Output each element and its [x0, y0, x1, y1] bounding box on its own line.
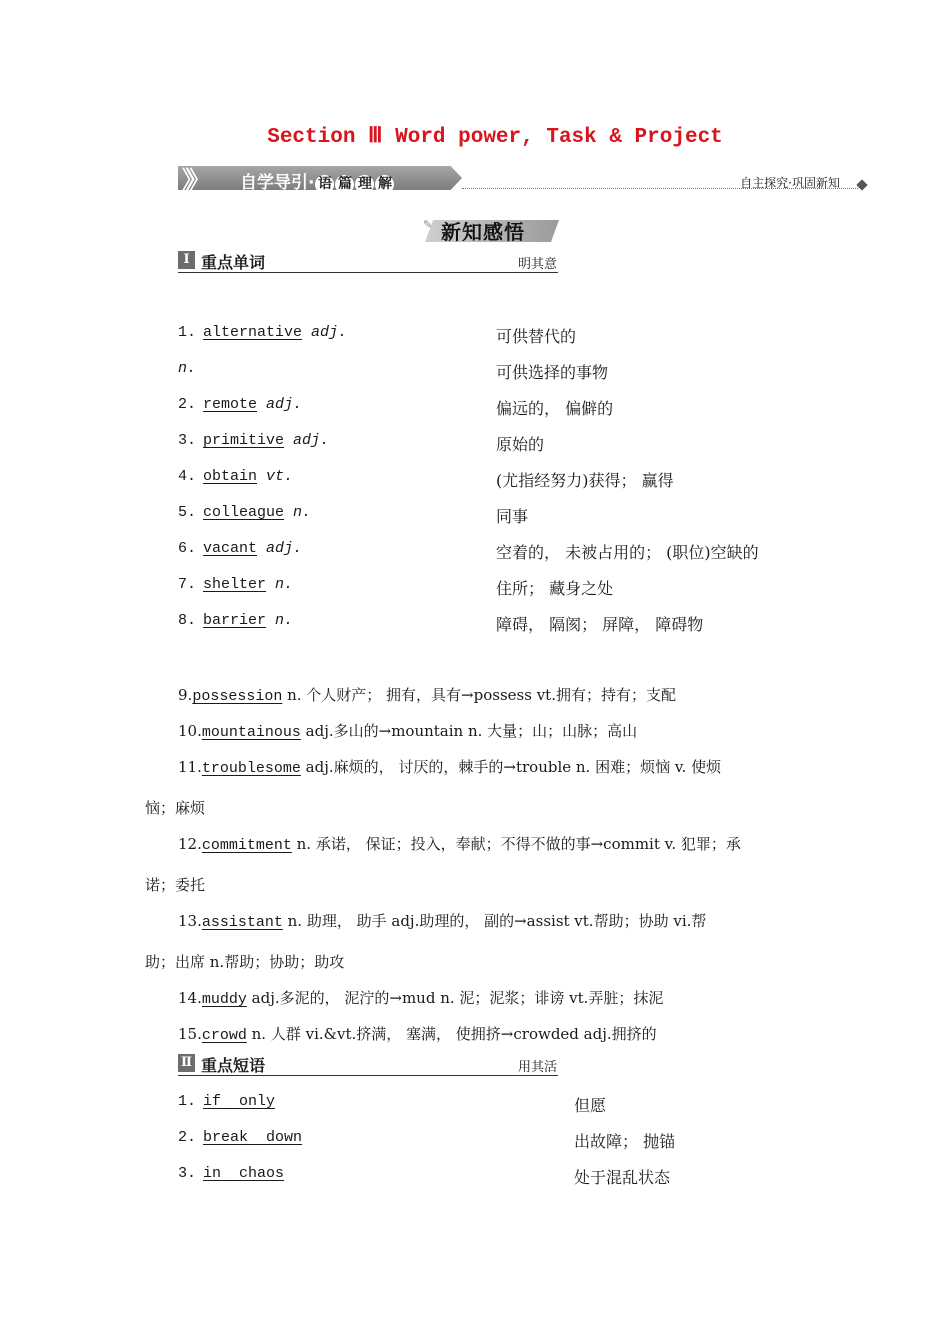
vocab-word: barrier: [203, 612, 267, 629]
part-of-speech: n.: [275, 576, 294, 593]
banner-chip: 解: [375, 175, 394, 194]
banner-main: 自学导引·: [240, 173, 315, 193]
part-of-speech: vt.: [266, 468, 294, 485]
derivative-item: [178, 684, 676, 705]
vocab-word: shelter: [203, 576, 267, 593]
word-meaning: 偏远的， 偏僻的: [496, 399, 614, 418]
word-meaning: 原始的: [496, 435, 545, 454]
item-number: 2.: [178, 1129, 197, 1146]
part-of-speech: adj.: [266, 396, 303, 413]
derivative-text: n. 承诺， 保证；投入，奉献；不得不做的事→commit v. 犯罪；承: [291, 835, 741, 853]
vocab-word: colleague: [203, 504, 285, 521]
vocab-word: remote: [203, 396, 258, 413]
banner-chip: 篇: [335, 175, 354, 194]
phrase-meaning: 出故障； 抛锚: [574, 1132, 676, 1151]
derivative-text: adj.麻烦的， 讨厌的，棘手的→trouble n. 困难；烦恼 v. 使烦: [300, 758, 722, 776]
derivative-text: adj.多山的→mountain n. 大量；山；山脉；高山: [300, 722, 638, 740]
phrase-word: only: [239, 1093, 276, 1110]
derivative-item: [178, 833, 741, 854]
derivative-continuation: 诺；委托: [145, 876, 206, 894]
section-subtitle: 用其活: [517, 1060, 557, 1075]
phrase-word: if: [203, 1093, 222, 1110]
word-meaning: 障碍， 隔阂； 屏障， 障碍物: [496, 615, 704, 634]
vocab-word: vacant: [203, 540, 258, 557]
word-meaning: 可供替代的: [496, 327, 577, 346]
vocab-word: primitive: [203, 432, 285, 449]
item-number: 6.: [178, 540, 197, 557]
vocab-word: mountainous: [201, 724, 301, 741]
vocab-word: assistant: [201, 914, 283, 931]
item-number: 12.: [178, 835, 202, 853]
derivative-continuation: 恼；麻烦: [145, 799, 206, 817]
section-header-words: [178, 250, 558, 273]
vocab-word: possession: [192, 688, 283, 705]
banner-label: [240, 168, 394, 194]
word-meaning: 住所； 藏身之处: [496, 579, 614, 598]
word-meaning: 同事: [496, 507, 529, 526]
item-number: 13.: [178, 912, 202, 930]
item-number: 2.: [178, 396, 197, 413]
part-of-speech: n.: [293, 504, 312, 521]
derivative-item: [178, 1023, 657, 1044]
part-of-speech: n.: [178, 360, 197, 377]
phrase-meaning: 但愿: [574, 1096, 607, 1115]
section-number-box: Ⅰ: [178, 251, 195, 269]
diamond-icon: [856, 179, 867, 190]
item-number: 7.: [178, 576, 197, 593]
word-meaning: (尤指经努力)获得； 赢得: [496, 471, 674, 490]
banner-chip: 理: [355, 175, 374, 194]
vocab-word: obtain: [203, 468, 258, 485]
badge-decor-icon: ✎: [423, 218, 433, 231]
part-of-speech: n.: [275, 612, 294, 629]
section-banner: [178, 160, 868, 196]
item-number: 3.: [178, 432, 197, 449]
item-number: 9.: [178, 686, 193, 704]
item-number: 4.: [178, 468, 197, 485]
derivative-text: adj.多泥的， 泥泞的→mud n. 泥；泥浆；诽谤 vt.弄脏；抹泥: [246, 989, 664, 1007]
derivative-text: n. 人群 vi.&vt.挤满， 塞满， 使拥挤→crowded adj.拥挤的: [246, 1025, 657, 1043]
vocab-word: muddy: [201, 991, 247, 1008]
phrase-word: down: [266, 1129, 303, 1146]
phrase-word: chaos: [239, 1165, 285, 1182]
page-title: Section Ⅲ Word power, Task & Project: [267, 126, 723, 149]
part-of-speech: adj.: [311, 324, 348, 341]
item-number: 1.: [178, 324, 197, 341]
section-header-phrases: [178, 1053, 558, 1076]
item-number: 5.: [178, 504, 197, 521]
item-number: 8.: [178, 612, 197, 629]
phrase-word: in: [203, 1165, 222, 1182]
derivative-text: n. 个人财产； 拥有，具有→possess vt.拥有；持有；支配: [282, 686, 676, 704]
vocab-word: alternative: [203, 324, 303, 341]
word-meaning: 可供选择的事物: [496, 363, 609, 382]
word-meaning: 空着的， 未被占用的； (职位)空缺的: [496, 543, 759, 562]
part-of-speech: adj.: [266, 540, 303, 557]
item-number: 11.: [178, 758, 202, 776]
section-title: 重点短语: [201, 1056, 266, 1075]
part-of-speech: adj.: [293, 432, 330, 449]
derivative-text: n. 助理， 助手 adj.助理的， 副的→assist vt.帮助；协助 vi.帮: [282, 912, 707, 930]
section-number-box: Ⅱ: [178, 1054, 195, 1072]
item-number: 1.: [178, 1093, 197, 1110]
phrase-word: break: [203, 1129, 249, 1146]
vocab-word: crowd: [201, 1027, 247, 1044]
double-chevron-icon: 》》: [182, 166, 202, 194]
item-number: 10.: [178, 722, 202, 740]
section-title: 重点单词: [201, 253, 266, 272]
item-number: 15.: [178, 1025, 202, 1043]
phrase-meaning: 处于混乱状态: [574, 1168, 671, 1187]
banner-right-label: 自主探究·巩固新知: [740, 176, 840, 190]
derivative-item: [178, 987, 663, 1008]
derivative-item: [178, 756, 721, 777]
item-number: 14.: [178, 989, 202, 1007]
derivative-item: [178, 720, 637, 741]
badge-label: 新知感悟: [441, 220, 525, 244]
banner-chip: 语: [315, 175, 334, 194]
section-subtitle: 明其意: [517, 257, 557, 272]
section-badge: [423, 214, 561, 244]
vocab-word: commitment: [201, 837, 292, 854]
derivative-continuation: 助；出席 n.帮助；协助；助攻: [145, 953, 345, 971]
derivative-item: [178, 910, 706, 931]
item-number: 3.: [178, 1165, 197, 1182]
vocab-word: troublesome: [201, 760, 301, 777]
